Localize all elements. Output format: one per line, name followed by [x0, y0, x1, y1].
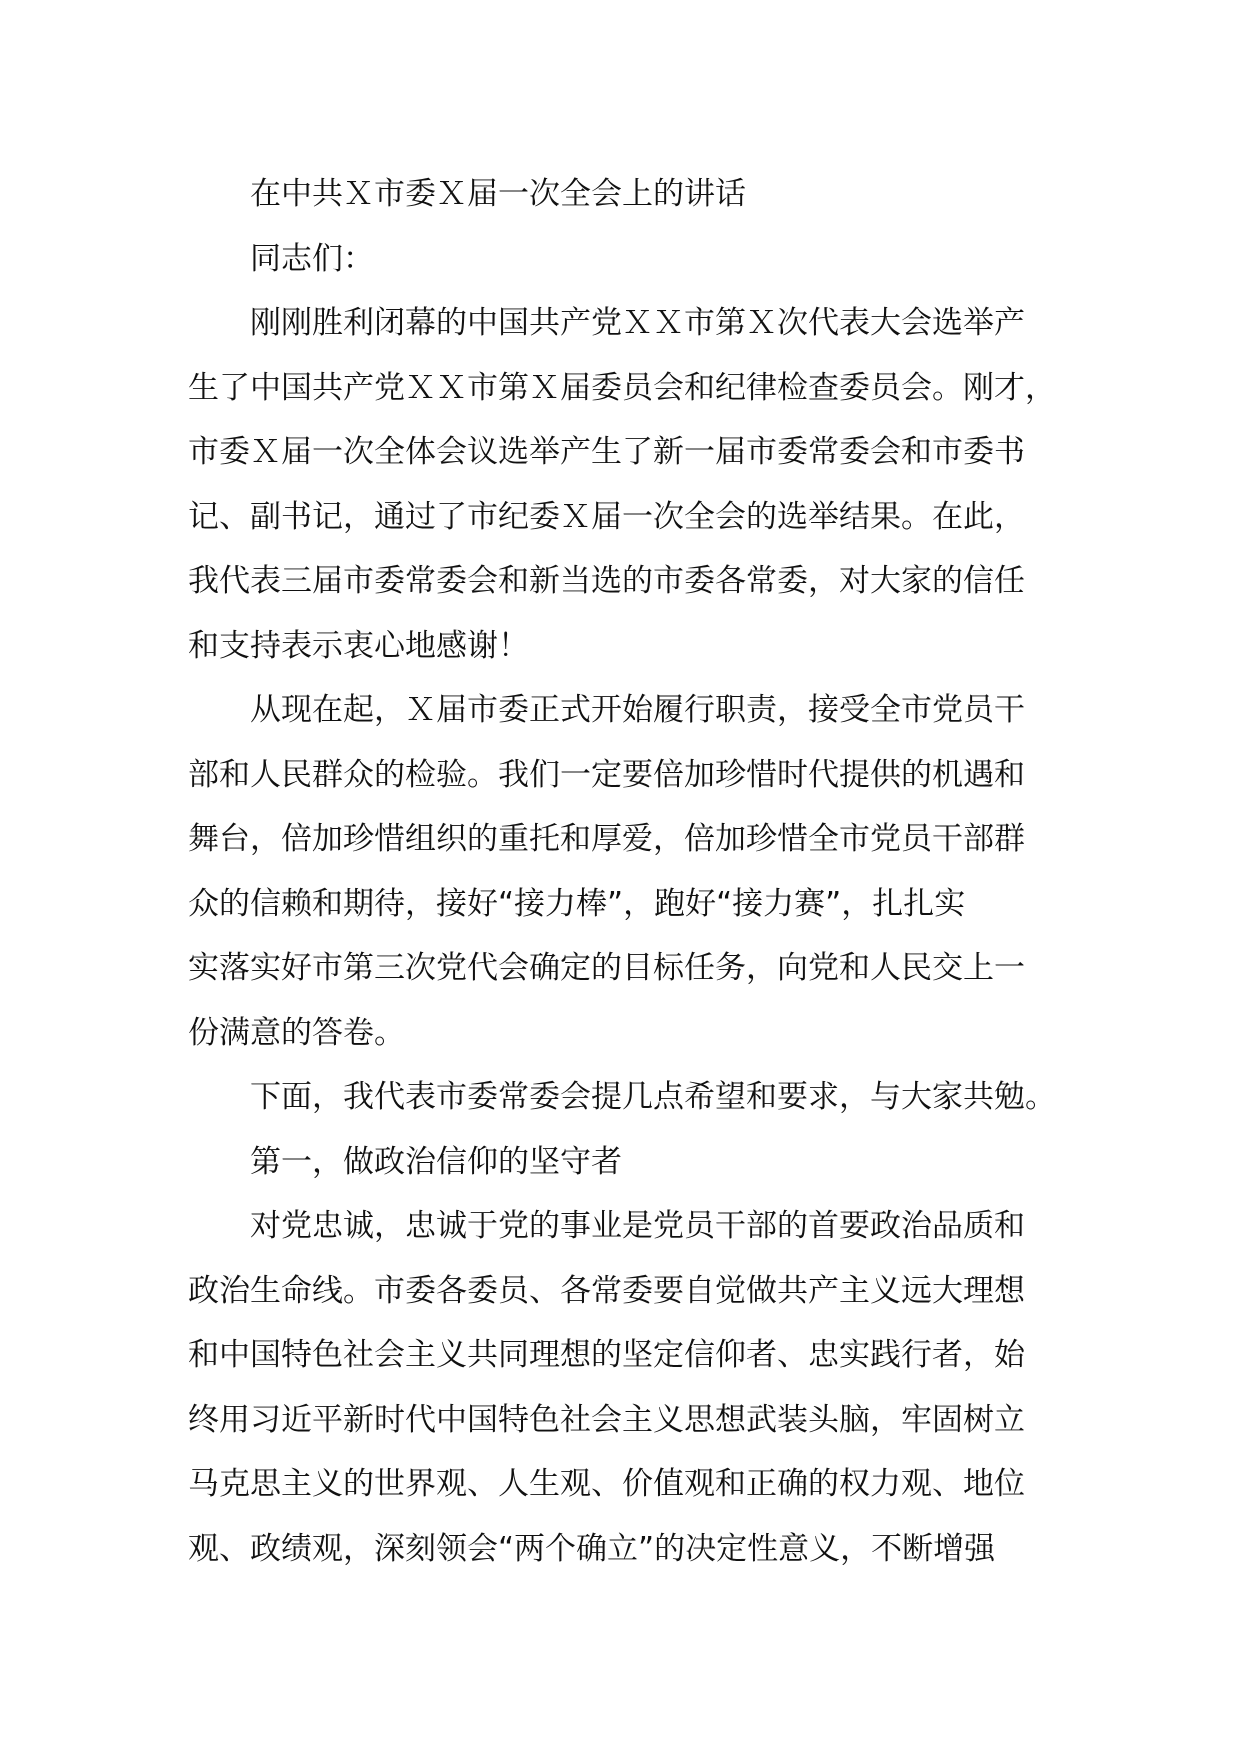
document-body: [188, 162, 1068, 1581]
speech-title: 在中共Ｘ市委Ｘ届一次全会上的讲话: [250, 176, 746, 212]
paragraph-1-line: 记、副书记，通过了市纪委Ｘ届一次全会的选举结果。在此，: [188, 498, 1025, 535]
paragraph-1-line: 刚刚胜利闭幕的中国共产党ＸＸ市第Ｘ次代表大会选举产: [250, 305, 1025, 341]
paragraph-1-line: 市委Ｘ届一次全体会议选举产生了新一届市委常委会和市委书: [188, 434, 1025, 470]
paragraph-2-line: 舞台，倍加珍惜组织的重托和厚爱，倍加珍惜全市党员干部群: [188, 821, 1025, 857]
paragraph-1-line: 我代表三届市委常委会和新当选的市委各常委，对大家的信任: [188, 563, 1025, 599]
paragraph-4-line: 对党忠诚，忠诚于党的事业是党员干部的首要政治品质和: [250, 1208, 1025, 1244]
paragraph-2-line: 众的信赖和期待，接好“接力棒”，跑好“接力赛”，扎扎实: [188, 885, 966, 922]
salutation: 同志们：: [250, 240, 374, 277]
paragraph-4-line: 政治生命线。市委各委员、各常委要自觉做共产主义远大理想: [188, 1272, 1025, 1309]
paragraph-1-line: 生了中国共产党ＸＸ市第Ｘ届委员会和纪律检查委员会。刚才，: [188, 369, 1056, 406]
paragraph-2-line: 实落实好市第三次党代会确定的目标任务，向党和人民交上一: [188, 950, 1025, 986]
paragraph-1-line: 和支持表示衷心地感谢！: [188, 627, 529, 664]
paragraph-2-line: 部和人民群众的检验。我们一定要倍加珍惜时代提供的机遇和: [188, 756, 1025, 793]
paragraph-4-line: 终用习近平新时代中国特色社会主义思想武装头脑，牢固树立: [188, 1401, 1025, 1438]
section-heading: 第一，做政治信仰的坚守者: [250, 1143, 622, 1180]
paragraph-4-line: 观、政绩观，深刻领会“两个确立”的决定性意义，不断增强: [188, 1530, 996, 1567]
paragraph-2-line: 从现在起，Ｘ届市委正式开始履行职责，接受全市党员干: [250, 692, 1025, 728]
paragraph-3-line: 下面，我代表市委常委会提几点希望和要求，与大家共勉。: [250, 1079, 1056, 1115]
paragraph-2-line: 份满意的答卷。: [188, 1014, 405, 1051]
paragraph-4-line: 和中国特色社会主义共同理想的坚定信仰者、忠实践行者，始: [188, 1337, 1025, 1373]
paragraph-4-line: 马克思主义的世界观、人生观、价值观和正确的权力观、地位: [188, 1466, 1025, 1502]
